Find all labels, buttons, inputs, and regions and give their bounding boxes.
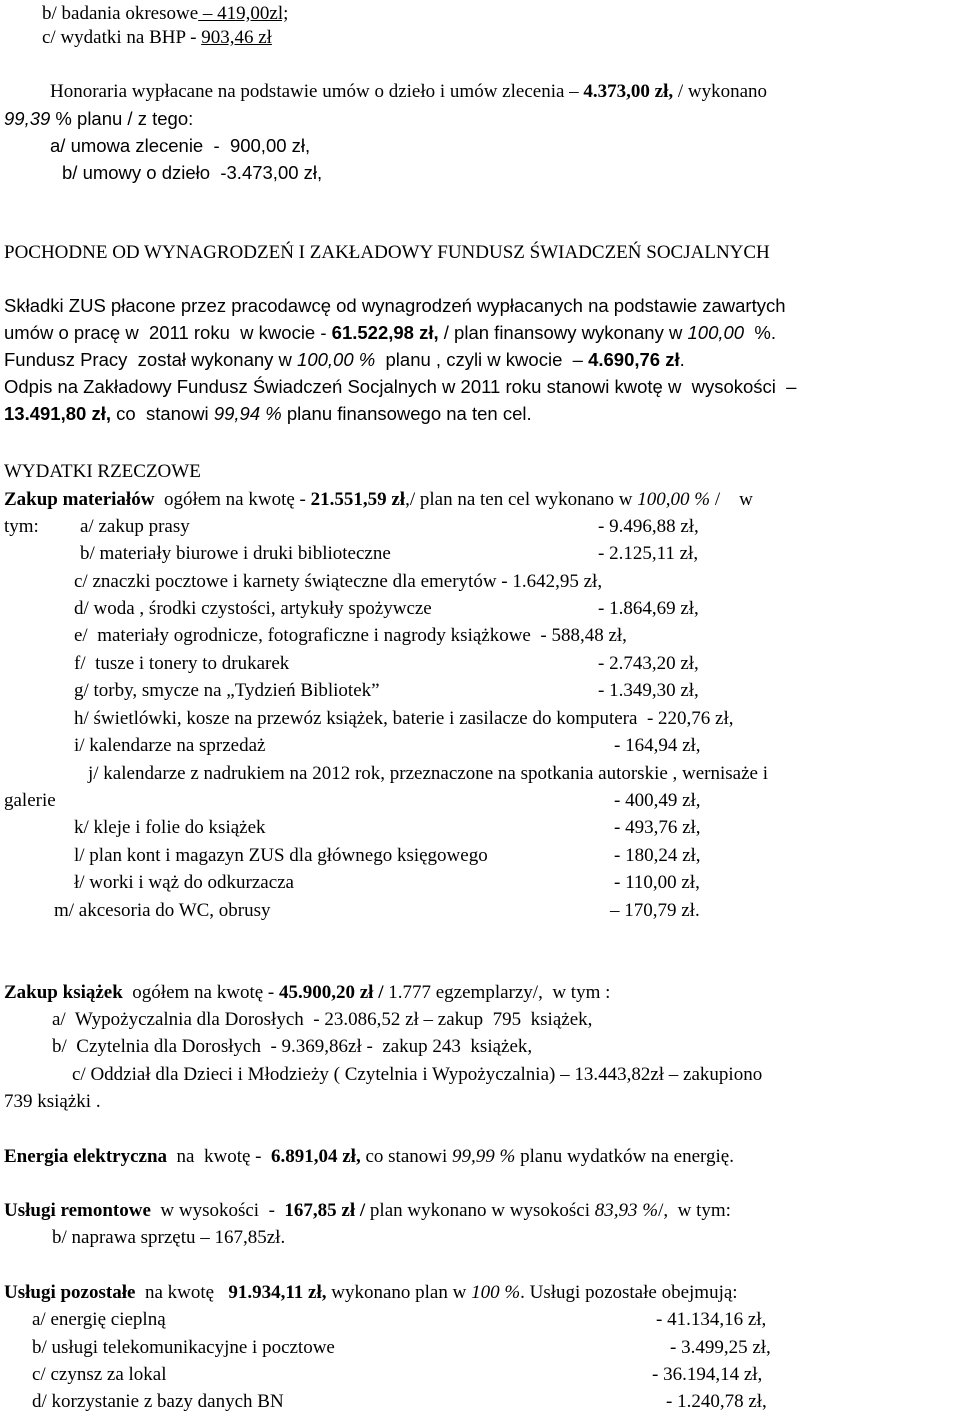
percent: 83,93 % <box>594 1200 659 1221</box>
list-item-value: - 1.864,69 zł, <box>598 598 699 619</box>
list-item-value: - 41.134,16 zł, <box>656 1309 767 1330</box>
list-item: d/ woda , środki czystości, artykuły spożywcze <box>74 598 432 619</box>
list-item: f/ tusze i tonery to drukarek <box>74 653 290 674</box>
fundusz-pracy-line <box>4 348 685 372</box>
ksiazki-item-b: b/ Czytelnia dla Dorosłych - 9.369,86zł - zakup 243 książek, <box>52 1036 533 1057</box>
text: planu wydatków na energię. <box>515 1146 734 1167</box>
list-item-value: - 1.349,30 zł, <box>598 680 699 701</box>
ksiazki-item-a: a/ Wypożyczalnia dla Dorosłych - 23.086,52 zł – zakup 795 książek, <box>52 1009 593 1030</box>
text: 903,46 zł <box>201 27 272 48</box>
honoraria-item-b: b/ umowy o dzieło -3.473,00 zł, <box>62 162 323 183</box>
remontowe-item: b/ naprawa sprzętu – 167,85zł. <box>52 1227 286 1248</box>
text: . Usługi pozostałe obejmują: <box>520 1282 738 1303</box>
text: ogółem na kwotę - <box>122 982 279 1003</box>
text: co stanowi <box>360 1146 453 1167</box>
list-item: g/ torby, smycze na „Tydzień Bibliotek” <box>74 680 380 701</box>
list-item-value: - 164,94 zł, <box>614 735 701 756</box>
list-item: b/ usługi telekomunikacyjne i pocztowe <box>32 1337 335 1358</box>
text: co stanowi <box>110 403 214 424</box>
list-item: h/ świetlówki, kosze na przewóz książek, baterie i zasilacze do komputera - 220,76 zł, <box>74 708 734 729</box>
text: Honoraria wypłacane na podstawie umów o dzieło i umów zlecenia – <box>50 81 584 102</box>
text: Fundusz Pracy został wykonany w <box>4 349 298 370</box>
percent: 99,39 <box>4 108 51 129</box>
energia-line <box>4 1145 734 1169</box>
list-item-value: - 9.496,88 zł, <box>598 516 699 537</box>
list-item: c/ czynsz za lokal <box>32 1364 167 1385</box>
ksiazki-item-c: c/ Oddział dla Dzieci i Młodzieży ( Czytelnia i Wypożyczalnia) – 13.443,82zł – zakupiono <box>72 1064 763 1085</box>
percent: 99,94 % <box>213 403 282 424</box>
text: na kwotę <box>135 1282 229 1303</box>
list-item-value: – 170,79 zł. <box>610 900 700 921</box>
zakup-materialow-line <box>4 488 753 512</box>
label: Zakup książek <box>4 982 123 1003</box>
text: umów o pracę w 2011 roku w kwocie - <box>4 322 332 343</box>
ksiazki-item-c-cont: 739 książki . <box>4 1091 101 1112</box>
zfss-line-2 <box>4 402 532 426</box>
zfss-line-1: Odpis na Zakładowy Fundusz Świadczeń Socjalnych w 2011 roku stanowi kwotę w wysokości – <box>4 376 797 397</box>
list-item-value: - 180,24 zł, <box>614 845 701 866</box>
text: b/ badania okresowe <box>42 3 199 24</box>
remontowe-line <box>4 1199 731 1223</box>
section-heading-pochodne: POCHODNE OD WYNAGRODZEŃ I ZAKŁADOWY FUNDUSZ ŚWIADCZEŃ SOCJALNYCH <box>4 242 770 263</box>
list-item-value: - 3.499,25 zł, <box>670 1337 771 1358</box>
percent: 100,00 % <box>637 489 711 510</box>
text: %. <box>744 322 776 343</box>
list-item: a/ energię cieplną <box>32 1309 166 1330</box>
list-item: k/ kleje i folie do książek <box>74 817 266 838</box>
list-item: galerie <box>4 790 56 811</box>
label: Zakup materiałów <box>4 489 155 510</box>
amount: 45.900,20 zł / <box>278 982 384 1003</box>
list-item-value: - 2.125,11 zł, <box>598 543 699 564</box>
amount: 91.934,11 zł, <box>228 1282 327 1303</box>
percent: 99,99 % <box>452 1146 516 1167</box>
label: Energia elektryczna <box>4 1146 168 1167</box>
zus-line-2 <box>4 321 776 345</box>
text: ,/ plan na ten cel wykonano w <box>405 489 638 510</box>
amount: 167,85 zł / <box>284 1200 366 1221</box>
line-c-bhp <box>42 26 272 50</box>
text: / plan finansowy wykonany w <box>438 322 688 343</box>
label: Usługi pozostałe <box>4 1282 136 1303</box>
section-heading-rzeczowe: WYDATKI RZECZOWE <box>4 461 201 482</box>
text: plan wykonano w wysokości <box>365 1200 595 1221</box>
list-item: c/ znaczki pocztowe i karnety świąteczne dla emerytów - 1.642,95 zł, <box>74 571 603 592</box>
amount: 4.373,00 zł, <box>583 81 674 102</box>
list-item-value: - 1.240,78 zł, <box>666 1391 767 1412</box>
zakup-ksiazek-line <box>4 981 610 1005</box>
list-item: l/ plan kont i magazyn ZUS dla głównego księgowego <box>74 845 488 866</box>
text: /, w tym: <box>658 1200 731 1221</box>
percent: 100,00 % <box>297 349 376 370</box>
percent: 100,00 <box>687 322 745 343</box>
text: planu , czyli w kwocie – <box>375 349 589 370</box>
honoraria-item-a: a/ umowa zlecenie - 900,00 zł, <box>50 135 311 156</box>
text: % planu / z tego: <box>50 108 194 129</box>
list-item-value: - 2.743,20 zł, <box>598 653 699 674</box>
list-item: i/ kalendarze na sprzedaż <box>74 735 266 756</box>
amount: 6.891,04 zł, <box>271 1146 361 1167</box>
text: / wykonano <box>673 81 768 102</box>
tym-label: tym: <box>4 516 39 537</box>
amount: 21.551,59 zł <box>310 489 406 510</box>
text: wykonano plan w <box>326 1282 472 1303</box>
list-item: m/ akcesoria do WC, obrusy <box>54 900 271 921</box>
text: w wysokości - <box>150 1200 285 1221</box>
percent: 100 % <box>471 1282 521 1303</box>
honoraria-line-2 <box>4 107 193 131</box>
text: / w <box>710 489 753 510</box>
list-item: ł/ worki i wąż do odkurzacza <box>74 872 294 893</box>
list-item: d/ korzystanie z bazy danych BN <box>32 1391 284 1412</box>
list-item-value: - 36.194,14 zł, <box>652 1364 763 1385</box>
label: Usługi remontowe <box>4 1200 151 1221</box>
list-item-value: - 493,76 zł, <box>614 817 701 838</box>
list-item: j/ kalendarze z nadrukiem na 2012 rok, przeznaczone na spotkania autorskie , wernisaże i <box>88 763 769 784</box>
amount: 4.690,76 zł <box>588 349 680 370</box>
list-item-value: - 400,49 zł, <box>614 790 701 811</box>
amount: 61.522,98 zł, <box>331 322 439 343</box>
amount: 13.491,80 zł, <box>4 403 111 424</box>
text: . <box>679 349 685 370</box>
list-item: a/ zakup prasy <box>80 516 190 537</box>
text: planu finansowego na ten cel. <box>281 403 532 424</box>
text: ogółem na kwotę - <box>154 489 311 510</box>
line-b-badania <box>42 2 288 26</box>
list-item: b/ materiały biurowe i druki biblioteczne <box>80 543 391 564</box>
list-item-value: - 110,00 zł, <box>614 872 700 893</box>
list-item: e/ materiały ogrodnicze, fotograficzne i nagrody książkowe - 588,48 zł, <box>74 625 627 646</box>
pozostale-line <box>4 1281 738 1305</box>
zus-line-1: Składki ZUS płacone przez pracodawcę od wynagrodzeń wypłacanych na podstawie zawartych <box>4 295 786 316</box>
honoraria-line-1 <box>50 80 767 104</box>
text: na kwotę - <box>167 1146 271 1167</box>
text: 1.777 egzemplarzy/, w tym : <box>383 982 611 1003</box>
text: c/ wydatki na BHP - <box>42 27 202 48</box>
text: – 419,00zl; <box>198 3 289 24</box>
